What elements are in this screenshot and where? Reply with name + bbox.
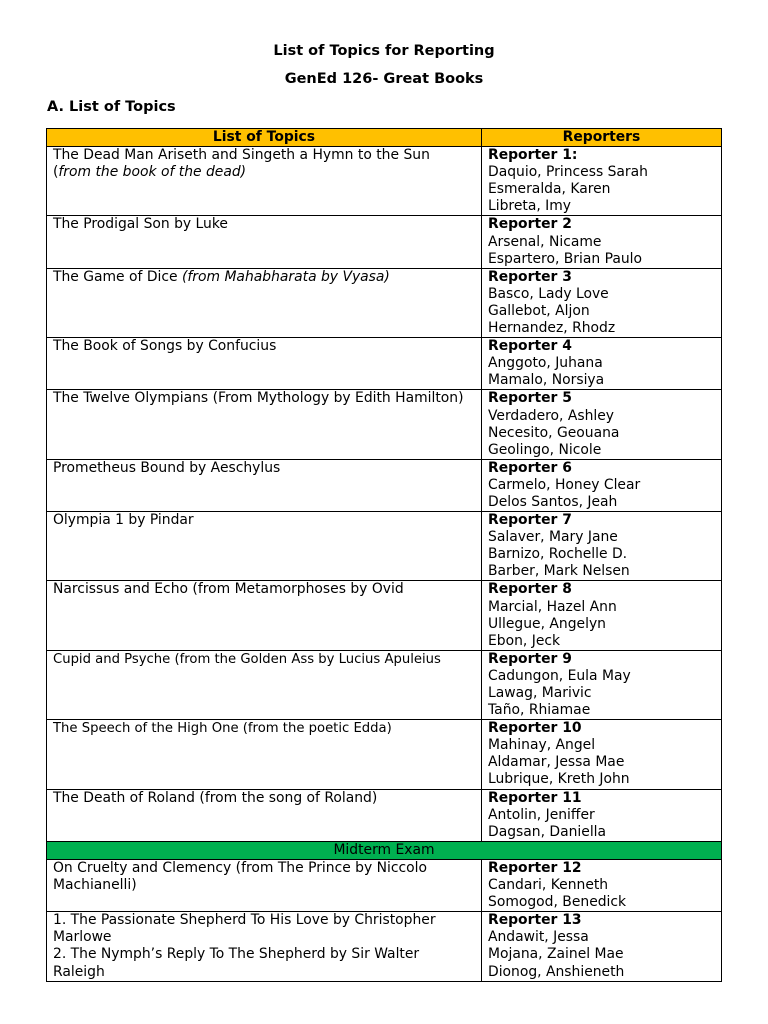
reporter-name: Espartero, Brian Paulo	[488, 250, 643, 267]
topic-cell	[47, 512, 482, 581]
table-row	[47, 459, 722, 511]
topic-text: On Cruelty and Clemency (from The Prince by Niccolo Machianelli)	[53, 859, 428, 894]
reporters-cell	[482, 789, 722, 841]
topic-text: The Twelve Olympians (From Mythology by Edith Hamilton)	[53, 390, 464, 407]
reporter-label: Reporter 6	[488, 459, 572, 476]
topic-text: Olympia 1 by Pindar	[53, 512, 194, 529]
table-row	[47, 912, 722, 981]
reporters-cell	[482, 390, 722, 459]
reporter-name: Ebon, Jeck	[488, 632, 561, 649]
topic-text: The Game of Dice	[53, 268, 182, 285]
reporter-name: Mamalo, Norsiya	[488, 372, 605, 389]
topic-cell	[47, 912, 482, 981]
document-subtitle: GenEd 126- Great Books	[284, 71, 484, 87]
section-heading: A. List of Topics	[47, 99, 176, 115]
topics-table	[46, 128, 722, 982]
table-row	[47, 650, 722, 719]
reporter-name: Mahinay, Angel	[488, 737, 596, 754]
reporters-cell	[482, 338, 722, 390]
topic-note: from the book of the dead)	[58, 164, 247, 181]
table-row	[47, 268, 722, 337]
reporter-name: Necesito, Geouana	[488, 424, 620, 441]
reporter-label: Reporter 3	[488, 268, 572, 285]
reporter-label: Reporter 9	[488, 650, 572, 667]
topic-cell	[47, 338, 482, 390]
reporter-name: Libreta, Imy	[488, 198, 572, 215]
reporters-cell	[482, 912, 722, 981]
table-row	[47, 338, 722, 390]
topic-text: The Speech of the High One (from the poetic Edda)	[53, 721, 392, 737]
reporter-name: Mojana, Zainel Mae	[488, 946, 624, 963]
reporter-label: Reporter 12	[488, 859, 582, 876]
reporters-cell	[482, 512, 722, 581]
reporter-name: Cadungon, Eula May	[488, 667, 631, 684]
table-row	[47, 859, 722, 911]
reporter-label: Reporter 13	[488, 912, 582, 929]
reporter-label: Reporter 10	[488, 720, 582, 737]
reporters-cell	[482, 459, 722, 511]
reporters-cell	[482, 720, 722, 789]
table-row	[47, 789, 722, 841]
document-title: List of Topics for Reporting	[273, 43, 495, 59]
reporter-name: Antolin, Jeniffer	[488, 806, 595, 823]
reporter-name: Lawag, Marivic	[488, 685, 592, 701]
topic-cell	[47, 459, 482, 511]
reporter-name: Ullegue, Angelyn	[488, 615, 606, 632]
reporters-cell	[482, 216, 722, 268]
table-row	[47, 512, 722, 581]
topic-text: The Death of Roland (from the song of Roland)	[53, 789, 378, 806]
topic-text: Prometheus Bound by Aeschylus	[53, 459, 281, 476]
topic-text: Cupid and Psyche (from the Golden Ass by Lucius Apuleius	[53, 651, 441, 667]
reporter-name: Lubrique, Kreth John	[488, 771, 630, 788]
reporters-cell	[482, 581, 722, 650]
reporter-name: Anggoto, Juhana	[488, 355, 603, 372]
table-row	[47, 581, 722, 650]
reporter-name: Daquio, Princess Sarah	[488, 164, 648, 181]
table-row	[47, 216, 722, 268]
reporter-label: Reporter 7	[488, 512, 572, 529]
reporter-name: Hernandez, Rhodz	[488, 320, 616, 337]
reporter-name: Aldamar, Jessa Mae	[488, 754, 625, 771]
reporter-name: Arsenal, Nicame	[488, 233, 602, 250]
reporter-label: Reporter 11	[488, 789, 582, 806]
topic-line: 2. The Nymph’s Reply To The Shepherd by Sir Walter Raleigh	[53, 946, 420, 980]
reporter-label: Reporter 8	[488, 581, 572, 598]
topic-italic: (from Mahabharata by Vyasa)	[181, 268, 390, 285]
reporter-name: Candari, Kenneth	[488, 877, 609, 894]
reporters-cell	[482, 859, 722, 911]
topic-text: Narcissus and Echo (from Metamorphoses by Ovid	[53, 581, 404, 598]
reporter-name: Salaver, Mary Jane	[488, 529, 618, 546]
reporters-cell	[482, 268, 722, 337]
topic-cell	[47, 789, 482, 841]
table-row	[47, 147, 722, 216]
reporter-name: Carmelo, Honey Clear	[488, 476, 641, 493]
reporter-name: Marcial, Hazel Ann	[488, 598, 617, 615]
topic-text: The Dead Man Ariseth and Singeth a Hymn to the Sun	[53, 147, 430, 164]
topic-text: The Prodigal Son by Luke	[53, 216, 228, 233]
reporter-name: Barnizo, Rochelle D.	[488, 546, 628, 563]
midterm-row	[47, 841, 722, 859]
column-header-reporters: Reporters	[482, 129, 722, 147]
table-row	[47, 720, 722, 789]
reporter-name: Taño, Rhiamae	[488, 702, 591, 719]
topic-line: 1. The Passionate Shepherd To His Love by Christopher Marlowe	[53, 912, 436, 946]
topic-cell	[47, 268, 482, 337]
reporter-name: Esmeralda, Karen	[488, 181, 611, 198]
reporter-name: Somogod, Benedick	[488, 894, 627, 911]
topic-note-paren: (	[53, 164, 59, 181]
reporter-label: Reporter 4	[488, 338, 572, 355]
reporter-name: Basco, Lady Love	[488, 285, 609, 302]
topic-cell	[47, 720, 482, 789]
reporter-label: Reporter 1:	[488, 147, 578, 164]
topic-cell	[47, 650, 482, 719]
reporter-label: Reporter 2	[488, 216, 572, 233]
reporter-name: Andawit, Jessa	[488, 929, 589, 946]
reporter-label: Reporter 5	[488, 390, 572, 407]
reporters-cell	[482, 650, 722, 719]
topic-cell	[47, 147, 482, 216]
column-header-topics: List of Topics	[47, 129, 482, 147]
reporter-name: Dagsan, Daniella	[488, 823, 607, 840]
reporters-cell	[482, 147, 722, 216]
reporter-name: Delos Santos, Jeah	[488, 493, 618, 510]
topic-cell	[47, 216, 482, 268]
reporter-name: Verdadero, Ashley	[488, 407, 615, 424]
midterm-label: Midterm Exam	[47, 841, 722, 859]
topic-cell	[47, 859, 482, 911]
reporter-name: Barber, Mark Nelsen	[488, 563, 630, 580]
topic-cell	[47, 581, 482, 650]
reporter-name: Dionog, Anshieneth	[488, 963, 625, 980]
reporter-name: Gallebot, Aljon	[488, 302, 590, 319]
topic-cell	[47, 390, 482, 459]
table-header-row	[47, 129, 722, 147]
table-row	[47, 390, 722, 459]
reporter-name: Geolingo, Nicole	[488, 441, 602, 458]
topic-text: The Book of Songs by Confucius	[53, 338, 277, 355]
